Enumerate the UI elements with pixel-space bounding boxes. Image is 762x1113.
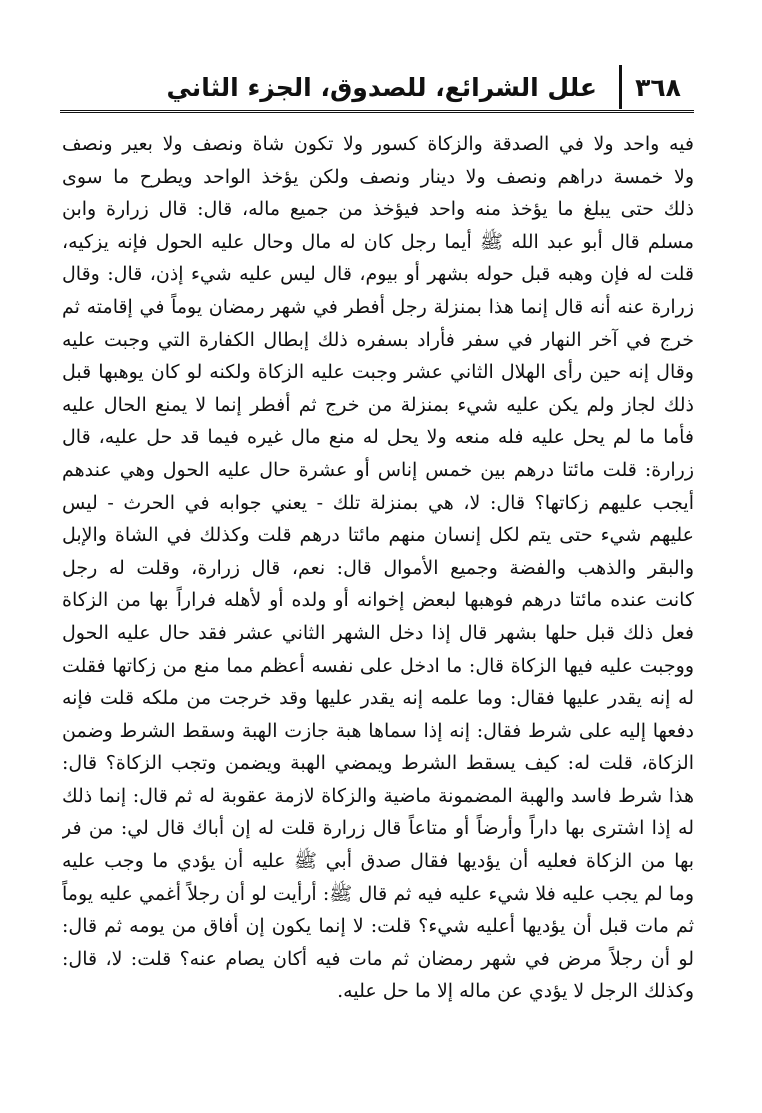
text-line: والبقر والذهب والفضة وجميع الأموال قال: نعم، قال زرارة، وقلت له رجل — [62, 556, 694, 579]
text-line: له إنه يقدر عليها فقال: وما علمه إنه يقدر عليها وقد خرجت من ملكه قلت فإنه — [62, 687, 694, 710]
text-line: كانت عنده مائتا درهم فوهبها لبعض إخوانه أو ولده أو لأهله فراراً بها من الزكاة — [62, 589, 694, 612]
text-line: فعل ذلك قبل حلها بشهر قال إذا دخل الشهر الثاني عشر فقد حال عليه الحول — [62, 621, 694, 644]
text-line: فأما ما لم يحل عليه فله منعه ولا يحل له منع مال غيره فيما قد حل عليه، قال — [62, 426, 694, 449]
text-line: وكذلك الرجل لا يؤدي عن ماله إلا ما حل عليه. — [337, 980, 694, 1003]
text-line: فيه واحد ولا في الصدقة والزكاة كسور ولا تكون شاة ونصف ولا بعير ونصف — [62, 133, 694, 155]
text-line: عليهم شيء حتى يتم لكل إنسان منهم مائتا درهم قلت وكذلك في الشاة والإبل — [62, 524, 694, 547]
text-line: بها من الزكاة فعليه أن يؤديها فقال صدق أبي ﷺ عليه أن يؤدي ما وجب عليه — [62, 850, 694, 873]
text-line: خرج في آخر النهار في سفر فأراد بسفره ذلك إبطال الكفارة التي وجبت عليه — [62, 328, 694, 351]
text-line: قلت له فإن وهبه قبل حوله بشهر أو بيوم، قال ليس عليه شيء إذن، قال: وقال — [62, 263, 694, 286]
text-line: الزكاة، قلت له: كيف يسقط الشرط ويمضي الهبة ويضمن وتجب الزكاة؟ قال: — [62, 752, 694, 775]
text-line: مسلم قال أبو عبد الله ﷺ أيما رجل كان له مال وحال عليه الحول فإنه يزكيه، — [62, 230, 694, 253]
text-line: لو أن رجلاً مرض في شهر رمضان ثم مات فيه أكان يصام عنه؟ قلت: لا، قال: — [62, 947, 694, 970]
running-header — [60, 64, 694, 113]
text-line: وما لم يجب عليه فلا شيء عليه فيه ثم قال ﷺ: أرأيت لو أن رجلاً أغمي عليه يوماً — [62, 882, 694, 905]
text-line: زرارة عنه أنه قال إنما هذا بمنزلة رجل أفطر في شهر رمضان يوماً في إقامته ثم — [62, 295, 694, 318]
text-line: له إذا اشترى بها داراً وأرضاً أو متاعاً قال زرارة قلت له إن أباك قال لي: من فر — [62, 817, 694, 840]
text-line: ذلك حتى يبلغ ما يؤخذ منه واحد فيؤخذ من جميع ماله، قال: قال زرارة وابن — [62, 198, 694, 221]
page-number: ٣٦٨ — [619, 65, 694, 109]
text-line: ووجبت عليه فيها الزكاة قال: ما ادخل على نفسه أعظم مما منع من زكاتها فقلت — [62, 654, 694, 677]
text-line: دفعها إليه على شرط فقال: إنه إذا سماها هبة جازت الهبة وسقط الشرط وضمن — [62, 719, 694, 742]
text-line: هذا شرط فاسد والهبة المضمونة ماضية والزكاة لازمة عقوبة له ثم قال: إنما ذلك — [62, 784, 694, 807]
text-line: أيجب عليهم زكاتها؟ قال: لا، هي بمنزلة تلك - يعني جوابه في الحرث - ليس — [62, 491, 694, 514]
text-line: ولا خمسة دراهم ونصف ولا دينار ونصف ولكن يؤخذ الواحد ويطرح ما سوى — [62, 165, 694, 188]
text-line: زرارة: قلت مائتا درهم بين خمس إناس أو عشرة حال عليه الحول وهي عندهم — [62, 458, 694, 481]
body-text — [62, 128, 694, 1008]
book-title: علل الشرائع، للصدوق، الجزء الثاني — [166, 72, 597, 102]
text-line: ذلك لجاز ولم يكن عليه شيء بمنزلة من خرج ثم أفطر إنما لا يمنع الحال عليه — [62, 393, 694, 416]
text-line: وقال إنه حين رأى الهلال الثاني عشر وجبت عليه الزكاة ولكنه لو كان يوهبها قبل — [62, 361, 694, 384]
text-line: ثم مات قبل أن يؤديها أعليه شيء؟ قلت: لا إنما يكون إن أفاق من يومه ثم قال: — [62, 915, 694, 938]
